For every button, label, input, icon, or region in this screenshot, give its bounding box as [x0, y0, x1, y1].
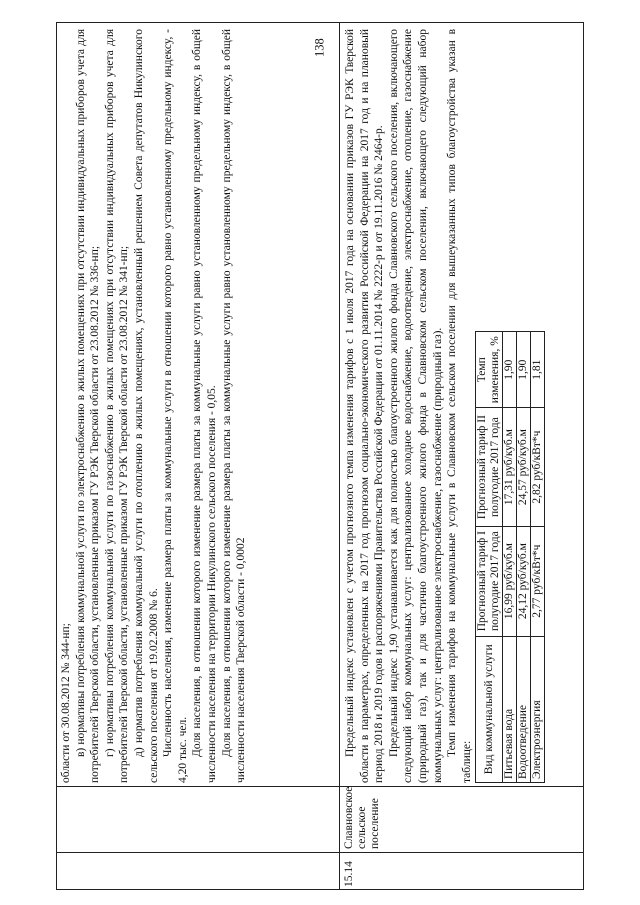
paragraph: Предельный индекс установлен с учетом прогнозного темпа изменения тарифов с 1 июля 2017 года на основании приказов ГУ РЭК Тверской области в параметрах, определенных на 2017 год прогнозом социально-экономического развития Российской Федерации на 2017 год и на плановый период 2018 и 2019 годов и распоряжениями Правительства Российской Федерации от 01.11.2014 № 2222-р и от 19.11.2016 № 2464-р. — [344, 29, 386, 783]
table-cell: 1,90 — [503, 332, 517, 408]
paragraph: Темп изменения тарифов на коммунальные услуги в Славновском сельском поселении для вышеуказанных типов благоустройства указан в таблице: — [446, 29, 473, 783]
table-cell: 24,57 руб/куб.м — [517, 408, 531, 526]
table-header-row — [476, 332, 503, 783]
column-divider — [57, 786, 583, 787]
paragraph: Доля населения, в отношении которого изменение размера платы за коммунальные услуги равно установленному предельному индексу, в общей численности населения на территории Никулинского сельского поселения - 0,05. — [191, 29, 218, 783]
paragraph: в) нормативы потребления коммунальной услуги по электроснабжению в жилых помещениях при отсутствии индивидуальных приборов учета для потребителей Тверской области, установленные приказом ГУ РЭК Тверской области от 23.08.2012 № 336-нп; — [74, 29, 102, 783]
table-cell: Водоотведение — [517, 636, 531, 782]
row-divider — [339, 23, 340, 889]
table-frame — [56, 22, 584, 890]
rotated-page — [56, 20, 586, 890]
table-cell: 1,81 — [531, 332, 545, 408]
table-header: Прогнозный тариф II полугодие 2017 года — [476, 408, 503, 526]
table-cell: Электроэнергия — [531, 636, 545, 782]
bottom-text-block — [343, 29, 545, 783]
paragraph: Численность населения, изменение размера платы за коммунальные услуги в отношении которого равно установленному предельному индексу, - 4,20 тыс. чел. — [162, 29, 189, 783]
table-row — [517, 332, 531, 783]
tariff-table — [475, 331, 545, 783]
column-divider — [57, 852, 583, 853]
table-row — [503, 332, 517, 783]
table-cell: 2,82 руб/кВт*ч — [531, 408, 545, 526]
row-number: 15.14 — [343, 861, 355, 887]
paragraph: Предельный индекс 1,90 устанавливается как для полностью благоустроенного жилого фонда Славновского сельского поселения, включающего следующий набор коммунальных услуг: централизованное холодное водоснабжение, водоотведение, электроснабжение, отопление, газоснабжение (природный газ), так и для частично благоустроенного жилого фонда в Славновском сельском поселении, включающего следующий набор коммунальных услуг: централизованное электроснабжение, газоснабжение (природный газ). — [387, 29, 444, 783]
table-cell: Питьевая вода — [503, 636, 517, 782]
settlement-name: Славновское сельское поселение — [343, 786, 381, 849]
table-header: Прогнозный тариф I полугодие 2017 года — [476, 526, 503, 636]
table-cell: 1,90 — [517, 332, 531, 408]
table-cell: 17,31 руб/куб.м — [503, 408, 517, 526]
table-cell: 16,99 руб/куб.м — [503, 526, 517, 636]
top-text-block — [59, 29, 249, 783]
paragraph: Доля населения, в отношении которого изменение размера платы за коммунальные услуги равно установленному предельному индексу, в общей численности населения Тверской области - 0,0002 — [220, 29, 248, 783]
paragraph: области от 30.08.2012 № 344-нп; — [60, 623, 72, 783]
table-header: Вид коммунальной услуги — [476, 636, 503, 782]
page-number: 138 — [312, 38, 327, 58]
paragraph: г) нормативы потребления коммунальной услуги по газоснабжению в жилых помещениях при отсутствии индивидуальных приборов учета для потребителей Тверской области, установленные приказом ГУ РЭК Тверской области от 23.08.2012 № 341-нп; — [103, 29, 131, 783]
paragraph: д) норматив потребления коммунальной услуги по отоплению в жилых помещениях, установленный решением Совета депутатов Никулинского сельского поселения от 19.02.2008 № 6. — [132, 29, 160, 783]
table-row — [531, 332, 545, 783]
table-cell: 24,12 руб/куб.м — [517, 526, 531, 636]
table-cell: 2,77 руб/кВт*ч — [531, 526, 545, 636]
table-header: Темп изменения, % — [476, 332, 503, 408]
